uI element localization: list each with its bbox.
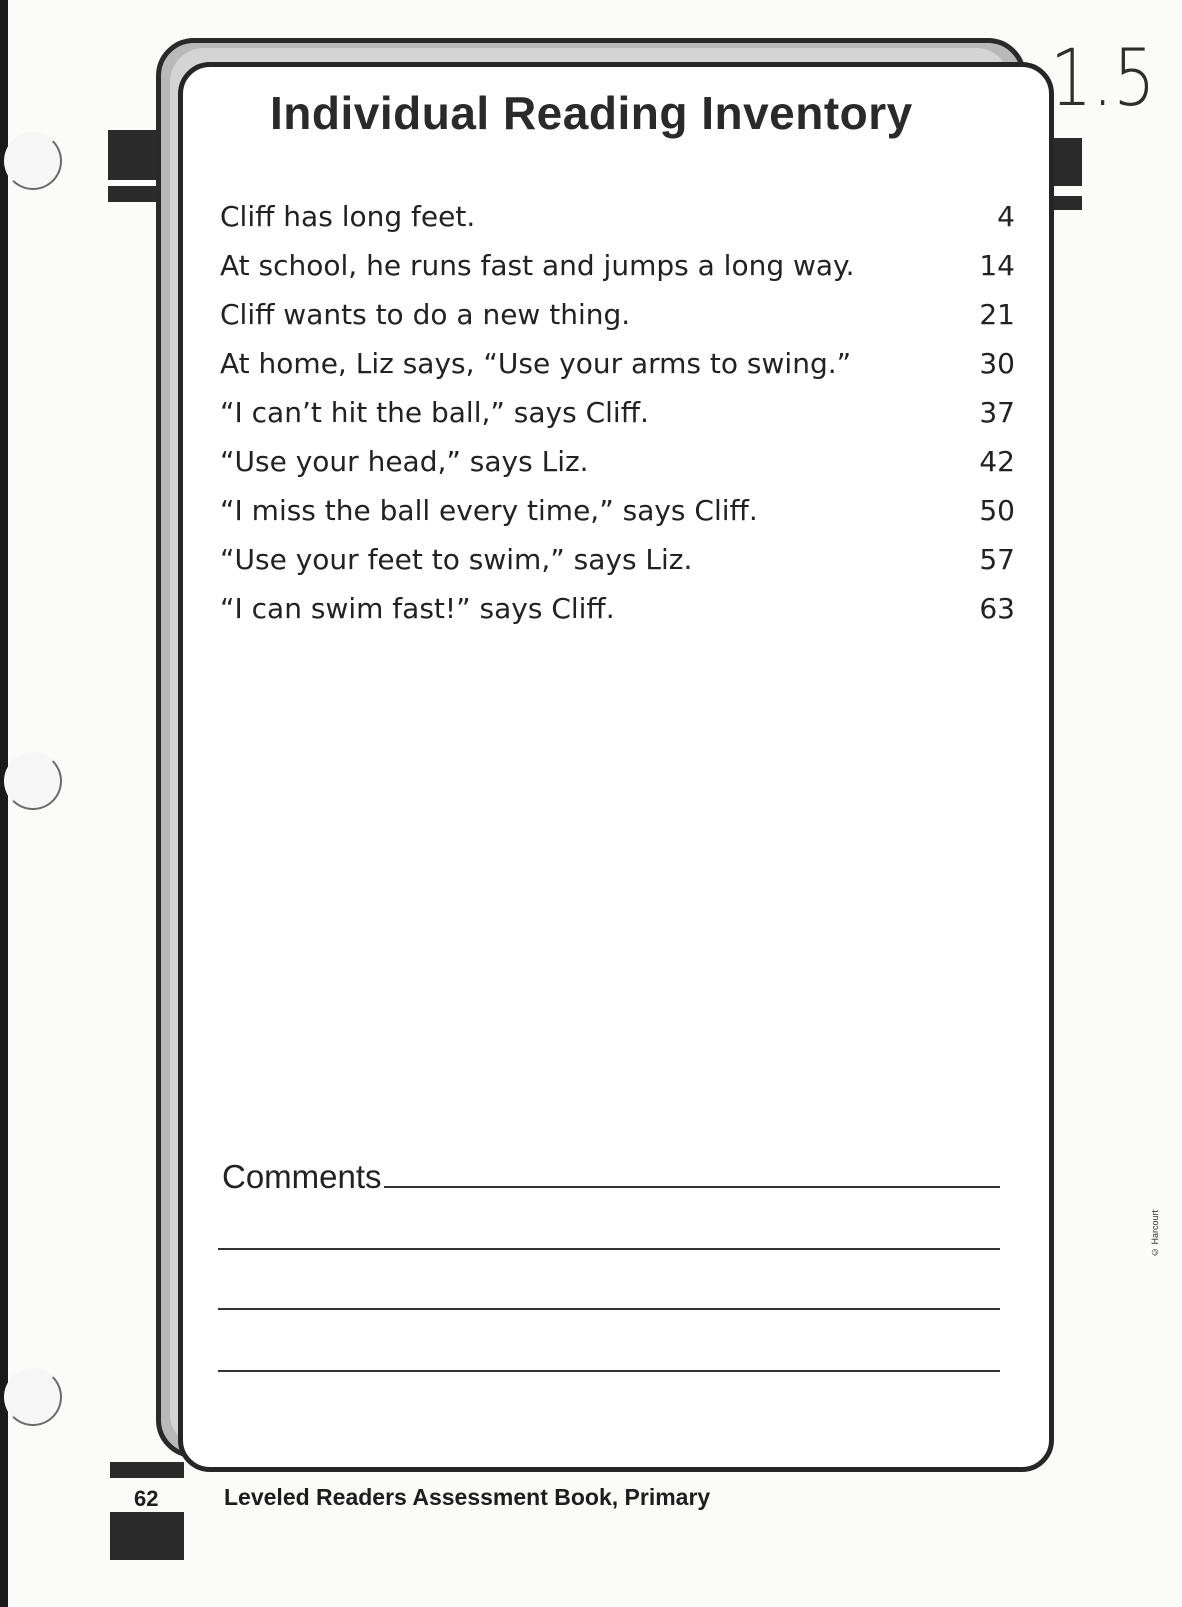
tab-marker <box>108 186 158 202</box>
comment-line[interactable] <box>218 1308 1000 1310</box>
binder-hole <box>4 132 62 190</box>
page-title: Individual Reading Inventory <box>270 87 913 139</box>
footer-marker <box>110 1512 184 1560</box>
handwritten-mark: 1.5 <box>1050 34 1156 124</box>
passage-line <box>220 543 1015 592</box>
tab-marker <box>108 130 158 180</box>
line-text: Cliff wants to do a new thing. <box>220 298 631 331</box>
passage-line <box>220 396 1015 445</box>
comment-line[interactable] <box>384 1186 1000 1188</box>
line-text: “I can’t hit the ball,” says Cliff. <box>220 396 649 429</box>
word-count: 21 <box>979 298 1015 331</box>
line-text: “Use your head,” says Liz. <box>220 445 589 478</box>
passage-line <box>220 592 1015 641</box>
comment-line[interactable] <box>218 1248 1000 1250</box>
passage-line <box>220 445 1015 494</box>
line-text: “I miss the ball every time,” says Cliff. <box>220 494 758 527</box>
line-text: “Use your feet to swim,” says Liz. <box>220 543 693 576</box>
word-count: 14 <box>979 249 1015 282</box>
passage-line <box>220 347 1015 396</box>
page-number: 62 <box>134 1486 159 1511</box>
word-count: 37 <box>979 396 1015 429</box>
passage-line <box>220 494 1015 543</box>
footer-marker <box>110 1462 184 1478</box>
passage-line <box>220 249 1015 298</box>
line-text: At home, Liz says, “Use your arms to swing.” <box>220 347 852 380</box>
passage-line <box>220 200 1015 249</box>
word-count: 50 <box>979 494 1015 527</box>
binder-hole <box>4 752 62 810</box>
comments-label: Comments <box>222 1158 382 1195</box>
word-count: 57 <box>979 543 1015 576</box>
word-count: 4 <box>997 200 1015 233</box>
passage <box>220 200 1015 641</box>
book-title: Leveled Readers Assessment Book, Primary <box>224 1484 711 1510</box>
binder-edge <box>0 0 8 1607</box>
word-count: 63 <box>979 592 1015 625</box>
word-count: 30 <box>979 347 1015 380</box>
comment-line[interactable] <box>218 1370 1000 1372</box>
binder-hole <box>4 1368 62 1426</box>
line-text: At school, he runs fast and jumps a long way. <box>220 249 855 282</box>
copyright-notice: © Harcourt <box>1150 1210 1160 1258</box>
passage-line <box>220 298 1015 347</box>
line-text: Cliff has long feet. <box>220 200 476 233</box>
line-text: “I can swim fast!” says Cliff. <box>220 592 615 625</box>
word-count: 42 <box>979 445 1015 478</box>
